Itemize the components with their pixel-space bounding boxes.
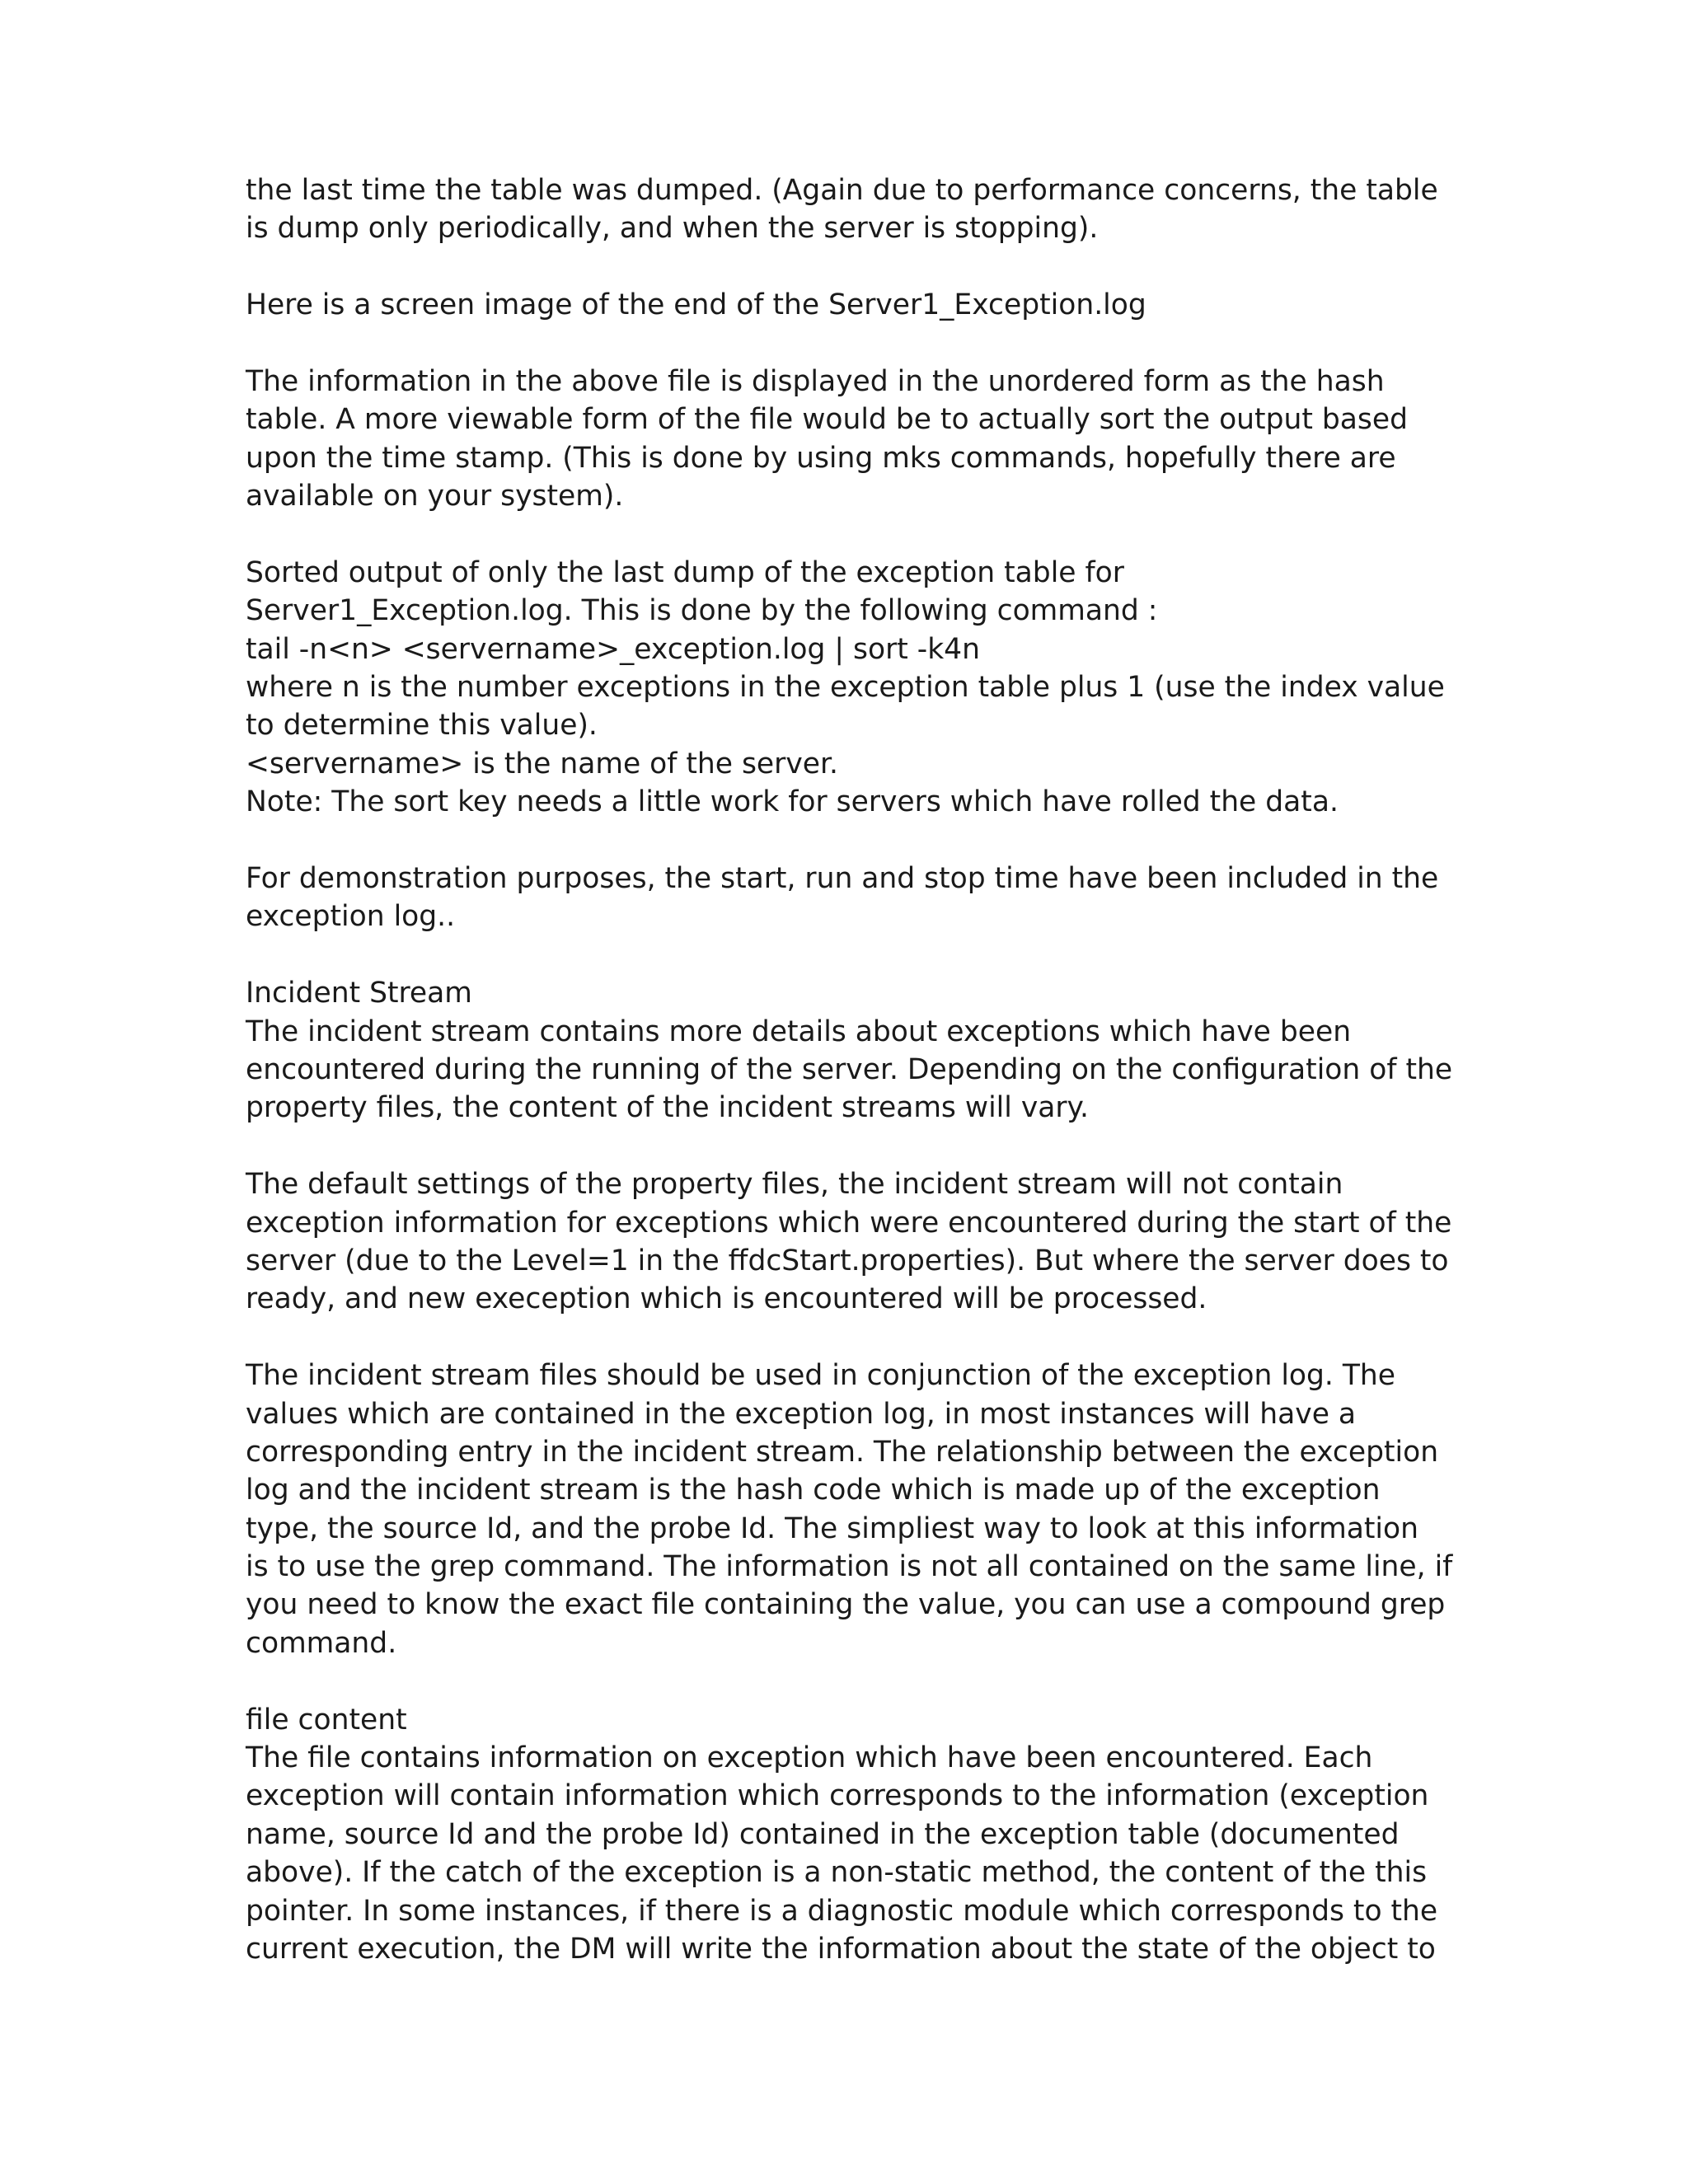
paragraph-gap <box>246 1662 1441 1700</box>
paragraph <box>246 363 1441 516</box>
text-line: upon the time stamp. (This is done by using mks commands, hopefully there are <box>246 441 1396 475</box>
text-line: is to use the grep command. The information is not all contained on the same line, if <box>246 1550 1453 1584</box>
text-line: available on your system). <box>246 480 624 513</box>
text-line: type, the source Id, and the probe Id. The simpliest way to look at this information <box>246 1511 1418 1545</box>
text-line: log and the incident stream is the hash code which is made up of the exception <box>246 1474 1381 1507</box>
text-line: exception will contain information which corresponds to the information (exception <box>246 1779 1429 1813</box>
text-line: where n is the number exceptions in the exception table plus 1 (use the index value <box>246 671 1445 705</box>
text-line: exception log.. <box>246 900 456 934</box>
text-line: The file contains information on exception which have been encountered. Each <box>246 1741 1373 1775</box>
text-line: above). If the catch of the exception is a non-static method, the content of the this <box>246 1856 1428 1890</box>
paragraph-gap <box>246 1127 1441 1165</box>
text-line: server (due to the Level=1 in the ffdcStart.properties). But where the server does to <box>246 1244 1449 1277</box>
section-heading: Incident Stream <box>246 977 472 1010</box>
text-line: The default settings of the property files, the incident stream will not contain <box>246 1168 1343 1202</box>
paragraph <box>246 286 1441 324</box>
text-line: The information in the above file is displayed in the unordered form as the hash <box>246 364 1385 398</box>
text-line: Here is a screen image of the end of the Server1_Exception.log <box>246 288 1146 322</box>
paragraph <box>246 974 1453 1127</box>
text-line: ready, and new exeception which is encountered will be processed. <box>246 1282 1207 1316</box>
section-heading: file content <box>246 1703 407 1736</box>
text-line: values which are contained in the exception log, in most instances will have a <box>246 1397 1357 1431</box>
paragraph <box>246 554 1445 822</box>
paragraph-gap <box>246 1319 1441 1357</box>
text-line: you need to know the exact file containing the value, you can use a compound grep <box>246 1588 1446 1622</box>
text-line: table. A more viewable form of the file would be to actually sort the output based <box>246 403 1408 437</box>
text-line: <servername> is the name of the server. <box>246 747 838 780</box>
text-line: to determine this value). <box>246 709 598 743</box>
paragraph-gap <box>246 325 1441 363</box>
paragraph-gap <box>246 822 1441 860</box>
text-line: property files, the content of the incident streams will vary. <box>246 1091 1090 1125</box>
text-line: The incident stream contains more details about exceptions which have been <box>246 1015 1352 1048</box>
document-body <box>246 171 1453 1968</box>
text-line: command. <box>246 1626 397 1660</box>
paragraph <box>246 1165 1452 1319</box>
text-line: exception information for exceptions which were encountered during the start of the <box>246 1206 1452 1240</box>
text-line: name, source Id and the probe Id) contained in the exception table (documented <box>246 1817 1400 1851</box>
text-line: current execution, the DM will write the information about the state of the object to <box>246 1932 1436 1966</box>
paragraph <box>246 860 1441 936</box>
paragraph-gap <box>246 936 1441 974</box>
command-line: tail -n<n> <servername>_exception.log | sort -k4n <box>246 632 981 666</box>
text-line: the last time the table was dumped. (Again due to performance concerns, the table <box>246 174 1438 207</box>
paragraph-gap <box>246 516 1441 554</box>
paragraph <box>246 171 1441 248</box>
paragraph-gap <box>246 248 1441 286</box>
text-line: encountered during the running of the server. Depending on the configuration of the <box>246 1052 1453 1086</box>
text-line: The incident stream files should be used in conjunction of the exception log. The <box>246 1359 1396 1393</box>
text-line: For demonstration purposes, the start, run and stop time have been included in the <box>246 862 1439 896</box>
text-line: Sorted output of only the last dump of the exception table for <box>246 555 1124 589</box>
note-line: Note: The sort key needs a little work for servers which have rolled the data. <box>246 785 1339 819</box>
paragraph <box>246 1701 1441 1969</box>
text-line: corresponding entry in the incident stream. The relationship between the exception <box>246 1435 1439 1469</box>
paragraph <box>246 1357 1453 1662</box>
text-line: is dump only periodically, and when the server is stopping). <box>246 212 1099 246</box>
text-line: Server1_Exception.log. This is done by the following command : <box>246 594 1158 628</box>
text-line: pointer. In some instances, if there is a diagnostic module which corresponds to the <box>246 1894 1438 1928</box>
